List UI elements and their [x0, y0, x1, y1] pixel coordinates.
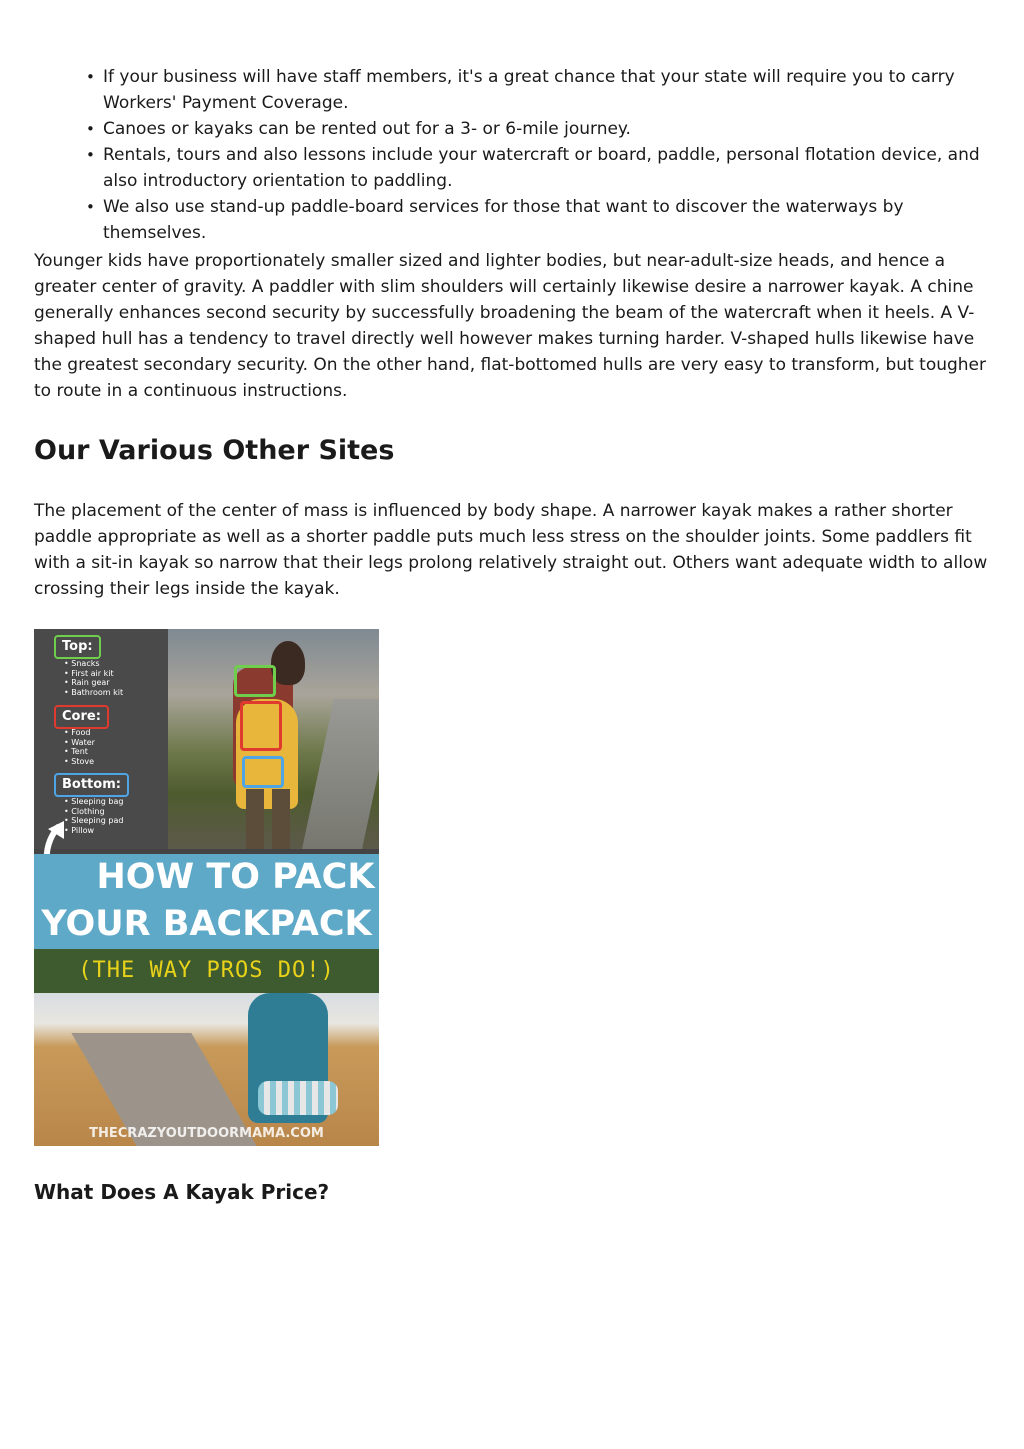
- head-shape: [271, 641, 305, 685]
- list-item: • We also use stand-up paddle-board services for those that want to discover the waterways by themselves.: [86, 194, 996, 246]
- list-item: • Bathroom kit: [64, 688, 123, 698]
- paragraph-center-of-mass: The placement of the center of mass is influenced by body shape. A narrower kayak makes a rather shorter paddle appropriate as well as a shorter paddle puts much less stress on the shoulder joints. Some paddlers fit with a sit-in kayak so narrow that their legs prolong relatively straight out. Others want adequate width to allow crossing their legs inside the kayak.: [34, 501, 988, 599]
- list-item: • If your business will have staff members, it's a great chance that your state will require you to carry Workers' Payment Coverage.: [86, 64, 996, 116]
- leg-shape: [272, 789, 290, 849]
- infographic-title-line2: YOUR BACKPACK: [41, 904, 372, 944]
- list-item: • Water: [64, 738, 95, 748]
- subsection-heading: What Does A Kayak Price?: [34, 1180, 330, 1204]
- list-item: • Canoes or kayaks can be rented out for a 3- or 6-mile journey.: [86, 116, 996, 142]
- top-label: Top:: [54, 635, 101, 659]
- paragraph-kayak-stability: Younger kids have proportionately smaller sized and lighter bodies, but near-adult-size heads, and hence a greater center of gravity. A paddler with slim shoulders will certainly likewise desire a narrower kayak. A chine generally enhances second security by successfully broadening the beam of the watercraft when it heels. A V-shaped hull has a tendency to travel directly well however makes turning harder. V-shaped hulls likewise have the greatest secondary security. On the other hand, flat-bottomed hulls are very easy to transform, but tougher to route in a continuous instructions.: [34, 251, 987, 401]
- top-items-list: [64, 659, 123, 697]
- core-label: Core:: [54, 705, 109, 729]
- list-item: • Sleeping bag: [64, 797, 123, 807]
- infographic-subtitle: (THE WAY PROS DO!): [34, 949, 379, 993]
- list-item: • Tent: [64, 747, 95, 757]
- list-item: • Clothing: [64, 807, 123, 817]
- core-zone-highlight: [240, 701, 282, 751]
- leg-shape: [246, 789, 264, 849]
- list-item: • Stove: [64, 757, 95, 767]
- list-item: • First air kit: [64, 669, 123, 679]
- list-item: • Rentals, tours and also lessons include your watercraft or board, paddle, personal flotation device, and also introductory orientation to paddling.: [86, 142, 996, 194]
- road-shape: [302, 699, 379, 849]
- section-heading: Our Various Other Sites: [34, 435, 395, 466]
- list-item: • Rain gear: [64, 678, 123, 688]
- top-zone-highlight: [234, 665, 276, 697]
- infographic-title-band: [34, 854, 379, 949]
- list-item: • Food: [64, 728, 95, 738]
- image-watermark: THECRAZYOUTDOORMAMA.COM: [89, 1126, 324, 1141]
- packing-list-panel: [34, 629, 168, 849]
- bullet-list: [86, 64, 996, 246]
- boardwalk-photo: [34, 993, 379, 1146]
- sleeping-mat-shape: [258, 1081, 338, 1115]
- list-item: • Sleeping pad: [64, 816, 123, 826]
- infographic-top-section: [34, 629, 379, 849]
- list-item: • Snacks: [64, 659, 123, 669]
- backpack-infographic-image: [34, 629, 379, 1146]
- list-item: • Pillow: [64, 826, 123, 836]
- bottom-zone-highlight: [242, 756, 284, 788]
- infographic-title-line1: HOW TO PACK: [96, 857, 375, 897]
- core-items-list: [64, 728, 95, 766]
- bottom-label: Bottom:: [54, 773, 129, 797]
